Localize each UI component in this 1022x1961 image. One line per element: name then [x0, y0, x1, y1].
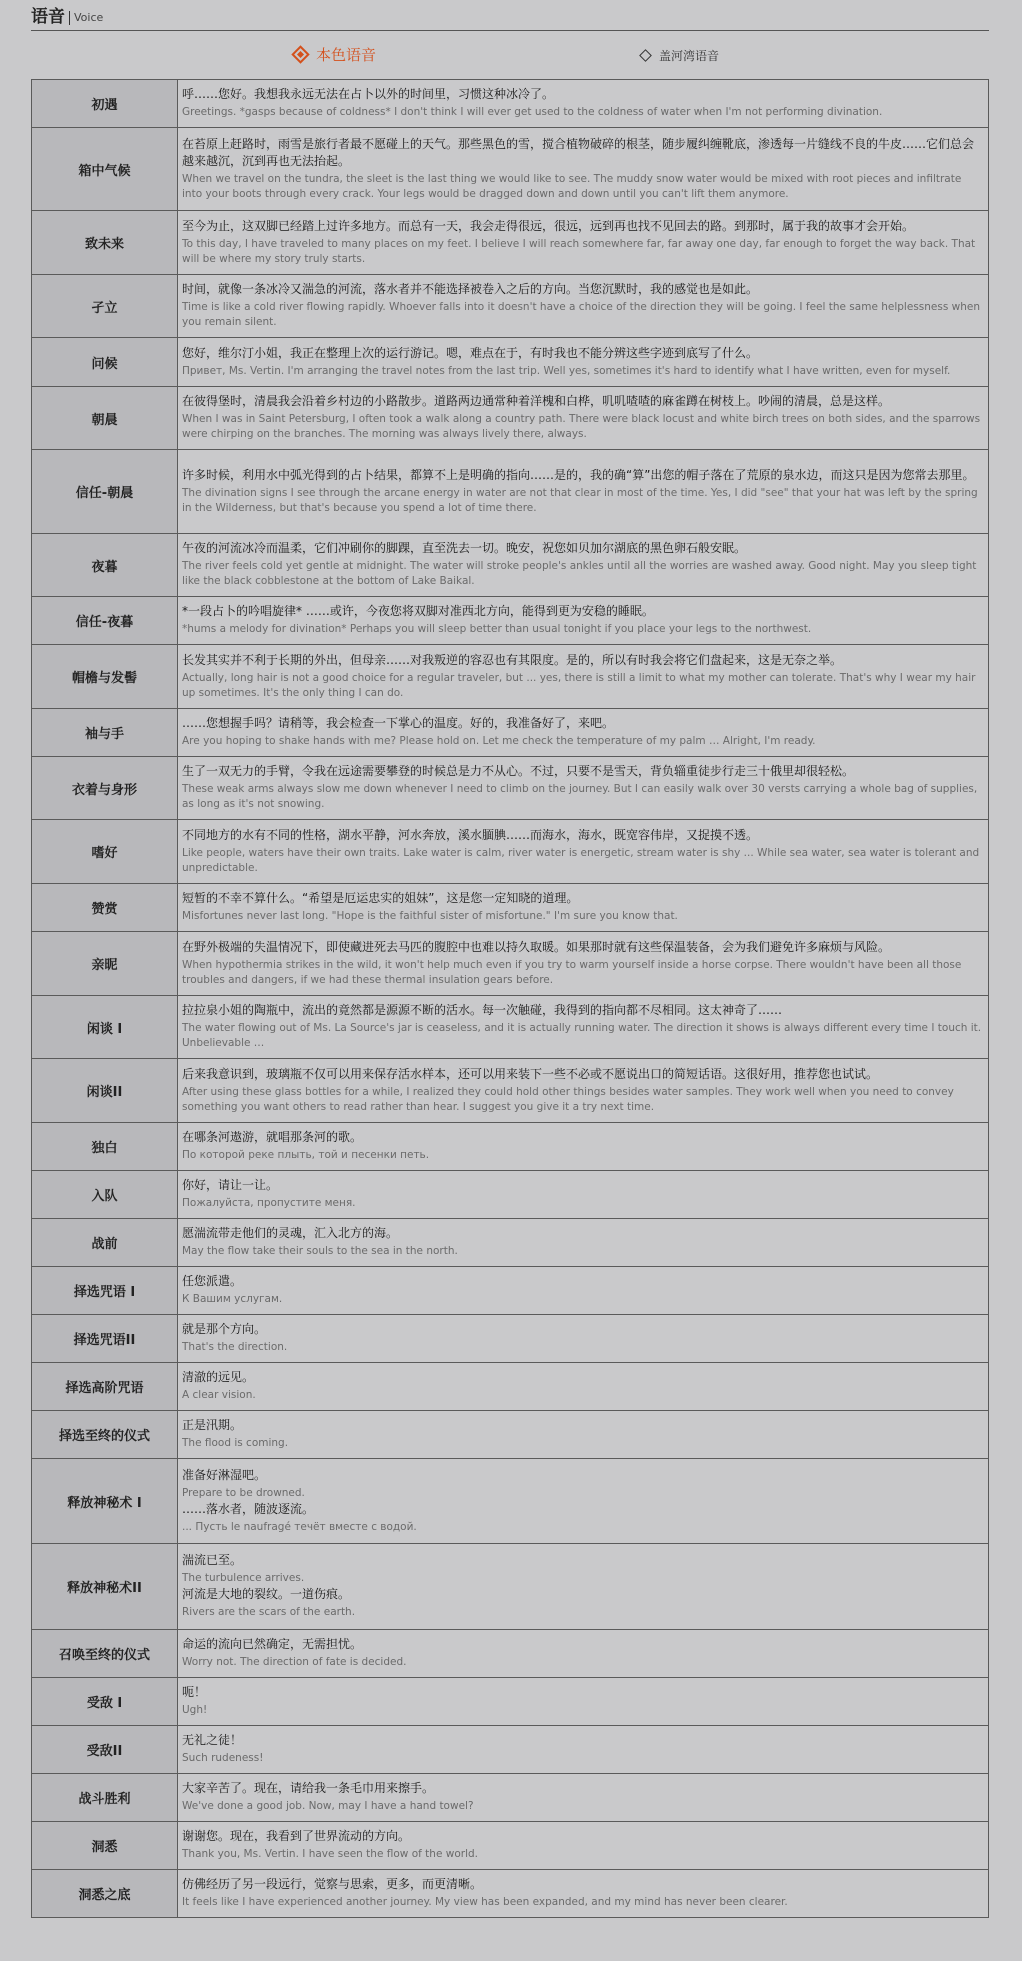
- voice-line-translation: Thank you, Ms. Vertin. I have seen the flow of the world.: [182, 1848, 478, 1860]
- voice-row: [32, 1411, 989, 1459]
- voice-content: [178, 1726, 989, 1774]
- voice-label: 闲谈 I: [32, 996, 178, 1059]
- voice-line-translation: *hums a melody for divination* Perhaps you will sleep better than usual tonight if you place your legs to the northwest.: [182, 623, 812, 635]
- voice-line-chinese: 无礼之徒！: [182, 1733, 243, 1747]
- tab-original-voice[interactable]: [291, 44, 376, 65]
- voice-line-translation: Prepare to be drowned.: [182, 1486, 305, 1499]
- voice-content: [178, 1870, 989, 1918]
- voice-line-chinese: 呼……您好。我想我永远无法在占卜以外的时间里，习惯这种冰冷了。: [182, 87, 555, 101]
- voice-label: 孑立: [32, 275, 178, 338]
- voice-row: [32, 1870, 989, 1918]
- voice-row: [32, 1123, 989, 1171]
- voice-line-translation: To this day, I have traveled to many places on my feet. I believe I will reach somewhere far, far away one day, far enough to forget the way back. That will be where my story truly starts.: [182, 237, 976, 265]
- voice-line-chinese: 生了一双无力的手臂，令我在远途需要攀登的时候总是力不从心。不过，只要不是雪天，背负辎重徒步行走三十俄里却很轻松。: [182, 764, 855, 778]
- voice-line-chinese: 短暂的不幸不算什么。“希望是厄运忠实的姐妹”，这是您一定知晓的道理。: [182, 891, 579, 905]
- voice-content: [178, 1822, 989, 1870]
- voice-row: [32, 1219, 989, 1267]
- voice-row: [32, 996, 989, 1059]
- voice-content: [178, 645, 989, 709]
- voice-label: 朝晨: [32, 387, 178, 450]
- voice-label: 择选至终的仪式: [32, 1411, 178, 1459]
- voice-content: [178, 1411, 989, 1459]
- voice-label: 致未来: [32, 211, 178, 275]
- voice-line-chinese: *一段占卜的吟唱旋律* ……或许，今夜您将双脚对准西北方向，能得到更为安稳的睡眠。: [182, 604, 654, 618]
- voice-line-chinese: 你好，请让一让。: [182, 1178, 279, 1192]
- voice-row: [32, 338, 989, 387]
- voice-label: 战斗胜利: [32, 1774, 178, 1822]
- voice-line-translation: When I was in Saint Petersburg, I often took a walk along a country path. There were black locust and white birch trees on both sides, and the sparrows were chirping on the branches. The morning was always lively there, always.: [182, 413, 981, 440]
- voice-row: [32, 757, 989, 820]
- voice-content: [178, 884, 989, 932]
- voice-row: [32, 1171, 989, 1219]
- voice-label: 受敌 I: [32, 1678, 178, 1726]
- voice-line-chinese: 就是那个方向。: [182, 1322, 267, 1336]
- voice-row: [32, 211, 989, 275]
- voice-content: [178, 80, 989, 128]
- tab-label: 盖河湾语音: [659, 49, 720, 63]
- section-subtitle: Voice: [74, 11, 104, 24]
- voice-line-translation: Rivers are the scars of the earth.: [182, 1606, 356, 1618]
- voice-line-translation: Ugh!: [182, 1704, 208, 1716]
- voice-content: [178, 820, 989, 884]
- voice-line-chinese: 不同地方的水有不同的性格，湖水平静，河水奔放，溪水腼腆……而海水，海水，既宽容伟岸，又捉摸不透。: [182, 827, 759, 842]
- voice-table: [31, 79, 989, 1918]
- voice-line-chinese: 拉拉泉小姐的陶瓶中，流出的竟然都是源源不断的活水。每一次触碰，我得到的指向都不尽相同。这太神奇了……: [182, 1003, 783, 1017]
- voice-content: [178, 597, 989, 645]
- voice-label: 入队: [32, 1171, 178, 1219]
- voice-content: [178, 450, 989, 534]
- voice-label: 释放神秘术 I: [32, 1459, 178, 1544]
- voice-line-translation: The turbulence arrives.: [182, 1572, 305, 1584]
- voice-label: 择选高阶咒语: [32, 1363, 178, 1411]
- voice-line-chinese: 午夜的河流冰冷而温柔，它们冲刷你的脚踝，直至洗去一切。晚安，祝您如贝加尔湖底的黑色卵石般安眠。: [182, 541, 747, 555]
- voice-line-translation: That's the direction.: [182, 1341, 288, 1353]
- voice-line-translation: When we travel on the tundra, the sleet is the last thing we would like to see. The muddy snow water would be mixed with root pieces and infiltrate into your boots through every crack. Your legs would be dragged down and down until you can't lift them anymore.: [182, 172, 962, 200]
- voice-label: 帽檐与发髻: [32, 645, 178, 709]
- voice-line-translation: Like people, waters have their own traits. Lake water is calm, river water is energetic, stream water is shy ... While sea water, sea water is tolerant and unpredictable.: [182, 846, 980, 874]
- voice-line-translation: We've done a good job. Now, may I have a hand towel?: [182, 1800, 474, 1812]
- voice-line-translation: Worry not. The direction of fate is decided.: [182, 1656, 407, 1668]
- voice-label: 衣着与身形: [32, 757, 178, 820]
- voice-label: 初遇: [32, 80, 178, 128]
- voice-row: [32, 1267, 989, 1315]
- voice-line-chinese: 在野外极端的失温情况下，即使藏进死去马匹的腹腔中也难以持久取暖。如果那时就有这些保温装备，会为我们避免许多麻烦与风险。: [182, 939, 891, 954]
- voice-line-translation: К Вашим услугам.: [182, 1293, 283, 1305]
- voice-line-translation: When hypothermia strikes in the wild, it won't help much even if you try to warm yourself inside a horse corpse. There wouldn't have been all those troubles and dangers, if we had these thermal insulation gears before.: [182, 958, 962, 986]
- voice-label: 箱中气候: [32, 128, 178, 211]
- voice-row: [32, 275, 989, 338]
- voice-line-chinese: 命运的流向已然确定，无需担忧。: [182, 1637, 363, 1651]
- title-divider: [69, 11, 70, 25]
- voice-label: 信任-夜暮: [32, 597, 178, 645]
- voice-content: [178, 1267, 989, 1315]
- voice-content: [178, 1363, 989, 1411]
- voice-content: [178, 757, 989, 820]
- voice-line-translation: Greetings. *gasps because of coldness* I don't think I will ever get used to the coldness of water when I'm not performing divination.: [182, 106, 883, 118]
- voice-row: [32, 387, 989, 450]
- diamond-outline-icon: [639, 49, 652, 62]
- voice-row: [32, 1678, 989, 1726]
- voice-line-translation: По которой реке плыть, той и песенки петь.: [182, 1149, 430, 1161]
- voice-row: [32, 932, 989, 996]
- voice-line-chinese: 谢谢您。现在，我看到了世界流动的方向。: [182, 1829, 411, 1843]
- voice-content: [178, 1059, 989, 1123]
- voice-row: [32, 1363, 989, 1411]
- voice-line-chinese: 湍流已至。: [182, 1553, 243, 1567]
- voice-content: [178, 1219, 989, 1267]
- voice-content: [178, 128, 989, 211]
- tab-alternate-voice[interactable]: [641, 47, 719, 64]
- voice-line-chinese: 愿湍流带走他们的灵魂，汇入北方的海。: [182, 1226, 399, 1240]
- voice-line-translation: ... Пусть le naufragé течёт вместе с водой.: [182, 1520, 417, 1533]
- voice-label: 夜暮: [32, 534, 178, 597]
- voice-line-chinese: 大家辛苦了。现在，请给我一条毛巾用来擦手。: [182, 1781, 435, 1795]
- voice-content: [178, 1678, 989, 1726]
- voice-line-translation: The water flowing out of Ms. La Source's jar is ceaseless, and it is actually running water. The direction it shows is always different every time I touch it. Unbelievable …: [182, 1022, 982, 1049]
- voice-line-chinese: 在苔原上赶路时，雨雪是旅行者最不愿碰上的天气。那些黑色的雪，搅合植物破碎的根茎，随步履纠缠靴底，渗透每一片缝线不良的牛皮……它们总会越来越沉，沉到再也无法抬起。: [182, 136, 975, 168]
- voice-page: [31, 0, 989, 1918]
- voice-line-translation: May the flow take their souls to the sea in the north.: [182, 1245, 458, 1257]
- voice-row: [32, 1774, 989, 1822]
- voice-line-chinese: 正是汛期。: [182, 1418, 243, 1432]
- voice-line-chinese: 时间，就像一条冰冷又湍急的河流，落水者并不能选择被卷入之后的方向。当您沉默时，我的感觉也是如此。: [182, 282, 759, 296]
- voice-content: [178, 932, 989, 996]
- voice-line-chinese: 呃！: [182, 1685, 207, 1699]
- voice-line-translation: The river feels cold yet gentle at midnight. The water will stroke people's ankles until all the worries are washed away. Good night. May you sleep tight like the black cobblestone at the bottom of Lake Baikal.: [182, 560, 977, 587]
- voice-content: [178, 1544, 989, 1630]
- voice-row: [32, 80, 989, 128]
- tab-label: 本色语音: [316, 46, 377, 64]
- voice-line-chinese: 至今为止，这双脚已经踏上过许多地方。而总有一天，我会走得很远，很远，远到再也找不见回去的路。到那时，属于我的故事才会开始。: [182, 218, 915, 233]
- voice-tabs: [31, 31, 989, 79]
- voice-content: [178, 275, 989, 338]
- voice-row: [32, 709, 989, 757]
- voice-content: [178, 1774, 989, 1822]
- voice-label: 赞赏: [32, 884, 178, 932]
- voice-content: [178, 211, 989, 275]
- diamond-filled-icon: [291, 45, 309, 63]
- voice-label: 受敌II: [32, 1726, 178, 1774]
- voice-label: 问候: [32, 338, 178, 387]
- section-header: [31, 0, 989, 31]
- voice-content: [178, 1459, 989, 1544]
- voice-content: [178, 1171, 989, 1219]
- voice-line-translation: After using these glass bottles for a while, I realized they could hold other things besides water samples. They work well when you need to convey something you want others to read rather than hear. I suggest you give it a try next time.: [182, 1085, 954, 1113]
- voice-line-translation: Such rudeness!: [182, 1752, 264, 1764]
- voice-line-translation: Actually, long hair is not a good choice for a regular traveler, but ... yes, there is still a limit to what my mother can tolerate. That's why I wear my hair up sometimes. It's the only thing I can do.: [182, 671, 976, 699]
- voice-line-chinese: ……您想握手吗？请稍等，我会检查一下掌心的温度。好的，我准备好了，来吧。: [182, 716, 615, 730]
- voice-label: 战前: [32, 1219, 178, 1267]
- voice-line-chinese: ……落水者，随波逐流。: [182, 1501, 315, 1516]
- voice-line-translation: It feels like I have experienced another journey. My view has been expanded, and my mind has never been clearer.: [182, 1896, 788, 1908]
- voice-content: [178, 534, 989, 597]
- voice-row: [32, 128, 989, 211]
- voice-row: [32, 820, 989, 884]
- voice-line-translation: Пожалуйста, пропустите меня.: [182, 1197, 356, 1209]
- voice-content: [178, 387, 989, 450]
- voice-content: [178, 1630, 989, 1678]
- voice-content: [178, 1123, 989, 1171]
- voice-row: [32, 1459, 989, 1544]
- voice-line-chinese: 清澈的远见。: [182, 1370, 255, 1384]
- voice-row: [32, 1544, 989, 1630]
- voice-row: [32, 534, 989, 597]
- voice-content: [178, 709, 989, 757]
- voice-line-translation: Time is like a cold river flowing rapidly. Whoever falls into it doesn't have a choice of the direction they will be going. I feel the same helplessness when you remain silent.: [182, 301, 981, 328]
- voice-row: [32, 597, 989, 645]
- voice-row: [32, 1315, 989, 1363]
- voice-label: 释放神秘术II: [32, 1544, 178, 1630]
- voice-line-chinese: 河流是大地的裂纹。一道伤痕。: [182, 1587, 351, 1601]
- voice-line-chinese: 您好，维尔汀小姐，我正在整理上次的运行游记。嗯，难点在于，有时我也不能分辨这些字迹到底写了什么。: [182, 345, 759, 360]
- voice-line-translation: Misfortunes never last long. "Hope is the faithful sister of misfortune." I'm sure you know that.: [182, 910, 678, 922]
- voice-line-chinese: 准备好淋湿吧。: [182, 1467, 267, 1482]
- voice-label: 亲昵: [32, 932, 178, 996]
- voice-label: 袖与手: [32, 709, 178, 757]
- voice-row: [32, 1630, 989, 1678]
- voice-line-translation: Привет, Ms. Vertin. I'm arranging the travel notes from the last trip. Well yes, sometimes it's hard to identify what I have written, even for myself.: [182, 364, 951, 377]
- voice-row: [32, 645, 989, 709]
- voice-line-translation: The divination signs I see through the arcane energy in water are not that clear in most of the time. Yes, I did "see" that your hat was left by the spring in the Wilderness, but that's because you spend a lot of time there.: [182, 486, 978, 514]
- voice-line-translation: These weak arms always slow me down whenever I need to climb on the journey. But I can easily walk over 30 versts carrying a whole bag of supplies, as long as it's not snowing.: [182, 783, 978, 810]
- voice-line-translation: A clear vision.: [182, 1389, 256, 1401]
- voice-label: 闲谈II: [32, 1059, 178, 1123]
- voice-line-chinese: 仿佛经历了另一段远行，觉察与思索，更多，而更清晰。: [182, 1877, 483, 1891]
- voice-label: 择选咒语 I: [32, 1267, 178, 1315]
- voice-line-translation: The flood is coming.: [182, 1437, 289, 1449]
- voice-line-chinese: 长发其实并不利于长期的外出，但母亲……对我叛逆的容忍也有其限度。是的，所以有时我会将它们盘起来，这是无奈之举。: [182, 652, 843, 667]
- voice-label: 嗜好: [32, 820, 178, 884]
- voice-line-chinese: 后来我意识到，玻璃瓶不仅可以用来保存活水样本，还可以用来装下一些不必或不愿说出口的简短话语。这很好用，推荐您也试试。: [182, 1066, 879, 1081]
- voice-label: 洞悉之底: [32, 1870, 178, 1918]
- voice-content: [178, 1315, 989, 1363]
- voice-row: [32, 1059, 989, 1123]
- voice-line-chinese: 任您派遣。: [182, 1274, 243, 1288]
- voice-row: [32, 1726, 989, 1774]
- voice-content: [178, 338, 989, 387]
- voice-label: 独白: [32, 1123, 178, 1171]
- voice-row: [32, 1822, 989, 1870]
- voice-line-chinese: 在彼得堡时，清晨我会沿着乡村边的小路散步。道路两边通常种着洋槐和白桦，叽叽喳喳的麻雀蹲在树枝上。吵闹的清晨，总是这样。: [182, 394, 891, 408]
- voice-content: [178, 996, 989, 1059]
- voice-row: [32, 884, 989, 932]
- voice-label: 召唤至终的仪式: [32, 1630, 178, 1678]
- voice-label: 洞悉: [32, 1822, 178, 1870]
- voice-line-chinese: 许多时候，利用水中弧光得到的占卜结果，都算不上是明确的指向……是的，我的确“算”出您的帽子落在了荒原的泉水边，而这只是因为您常去那里。: [182, 467, 975, 482]
- voice-label: 择选咒语II: [32, 1315, 178, 1363]
- voice-row: [32, 450, 989, 534]
- section-title: 语音: [31, 7, 65, 27]
- voice-line-translation: Are you hoping to shake hands with me? Please hold on. Let me check the temperature of my palm … Alright, I'm ready.: [182, 735, 816, 747]
- voice-line-chinese: 在哪条河遨游，就唱那条河的歌。: [182, 1130, 363, 1144]
- voice-label: 信任-朝晨: [32, 450, 178, 534]
